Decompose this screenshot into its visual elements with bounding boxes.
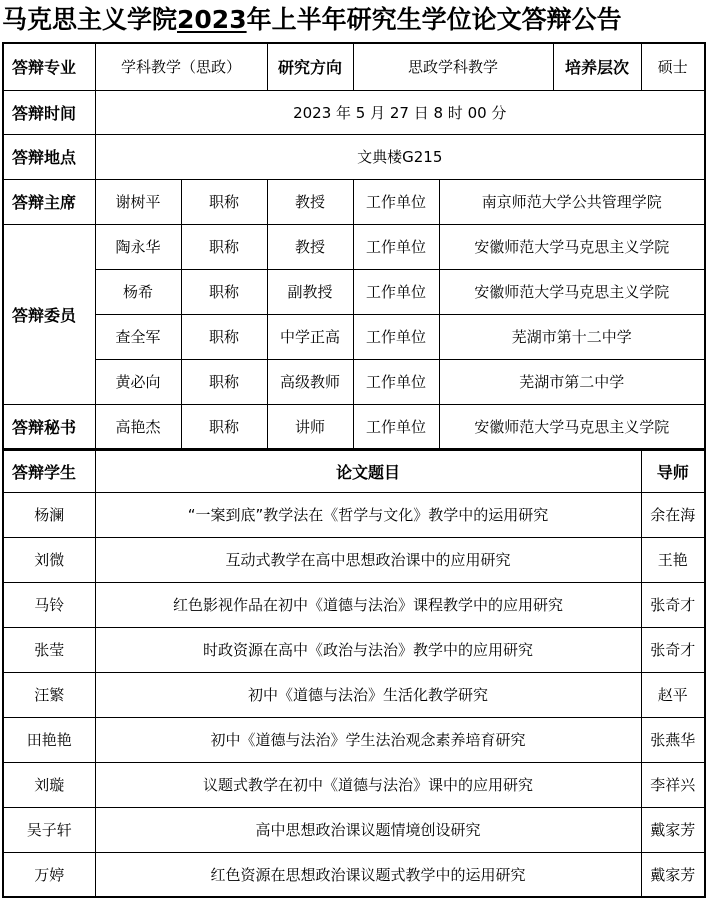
chair-unit: 南京师范大学公共管理学院 bbox=[439, 179, 705, 224]
member-unit-label: 工作单位 bbox=[353, 359, 439, 404]
secretary-row bbox=[3, 404, 705, 449]
level-label: 培养层次 bbox=[553, 43, 641, 90]
title-part2: 年上半年研究生学位论文答辩公告 bbox=[246, 5, 622, 34]
member-rank: 高级教师 bbox=[267, 359, 353, 404]
advisor-name: 赵平 bbox=[641, 672, 705, 717]
major-label: 答辩专业 bbox=[3, 43, 95, 90]
secretary-label: 答辩秘书 bbox=[3, 404, 95, 449]
member-rank: 副教授 bbox=[267, 269, 353, 314]
title-part1: 马克思主义学院 bbox=[2, 5, 178, 34]
thesis-title: “一案到底”教学法在《哲学与文化》教学中的运用研究 bbox=[95, 492, 641, 537]
member-row bbox=[3, 224, 705, 269]
student-name: 刘微 bbox=[3, 537, 95, 582]
member-row bbox=[3, 359, 705, 404]
advisor-name: 张奇才 bbox=[641, 582, 705, 627]
place-label: 答辩地点 bbox=[3, 134, 95, 179]
student-name: 张莹 bbox=[3, 627, 95, 672]
col-thesis-header: 论文题目 bbox=[95, 450, 641, 492]
student-row bbox=[3, 762, 705, 807]
student-name: 马铃 bbox=[3, 582, 95, 627]
student-name: 杨澜 bbox=[3, 492, 95, 537]
advisor-name: 王艳 bbox=[641, 537, 705, 582]
page-title bbox=[0, 0, 706, 40]
member-rank-label: 职称 bbox=[181, 224, 267, 269]
advisor-name: 戴家芳 bbox=[641, 852, 705, 897]
advisor-name: 李祥兴 bbox=[641, 762, 705, 807]
major-value: 学科教学（思政） bbox=[95, 43, 267, 90]
student-row bbox=[3, 672, 705, 717]
member-name: 杨希 bbox=[95, 269, 181, 314]
member-unit: 芜湖市第二中学 bbox=[439, 359, 705, 404]
secretary-unit-label: 工作单位 bbox=[353, 404, 439, 449]
direction-label: 研究方向 bbox=[267, 43, 353, 90]
student-name: 田艳艳 bbox=[3, 717, 95, 762]
title-year: 2023 bbox=[177, 5, 247, 34]
chair-label: 答辩主席 bbox=[3, 179, 95, 224]
secretary-name: 高艳杰 bbox=[95, 404, 181, 449]
thesis-title: 高中思想政治课议题情境创设研究 bbox=[95, 807, 641, 852]
thesis-title: 红色影视作品在初中《道德与法治》课程教学中的应用研究 bbox=[95, 582, 641, 627]
place-row bbox=[3, 134, 705, 179]
member-unit: 安徽师范大学马克思主义学院 bbox=[439, 269, 705, 314]
student-name: 汪繁 bbox=[3, 672, 95, 717]
member-row bbox=[3, 314, 705, 359]
student-name: 万婷 bbox=[3, 852, 95, 897]
member-rank: 中学正高 bbox=[267, 314, 353, 359]
place-value: 文典楼G215 bbox=[95, 134, 705, 179]
students-table bbox=[2, 449, 706, 898]
chair-unit-label: 工作单位 bbox=[353, 179, 439, 224]
advisor-name: 张奇才 bbox=[641, 627, 705, 672]
student-row bbox=[3, 807, 705, 852]
thesis-title: 议题式教学在初中《道德与法治》课中的应用研究 bbox=[95, 762, 641, 807]
thesis-title: 初中《道德与法治》生活化教学研究 bbox=[95, 672, 641, 717]
thesis-title: 红色资源在思想政治课议题式教学中的运用研究 bbox=[95, 852, 641, 897]
member-rank-label: 职称 bbox=[181, 269, 267, 314]
member-unit: 安徽师范大学马克思主义学院 bbox=[439, 224, 705, 269]
thesis-title: 时政资源在高中《政治与法治》教学中的应用研究 bbox=[95, 627, 641, 672]
col-advisor-header: 导师 bbox=[641, 450, 705, 492]
thesis-title: 初中《道德与法治》学生法治观念素养培育研究 bbox=[95, 717, 641, 762]
time-value: 2023 年 5 月 27 日 8 时 00 分 bbox=[95, 90, 705, 134]
student-row bbox=[3, 537, 705, 582]
level-value: 硕士 bbox=[641, 43, 705, 90]
student-row bbox=[3, 627, 705, 672]
member-unit: 芜湖市第十二中学 bbox=[439, 314, 705, 359]
committee-table bbox=[2, 42, 706, 450]
advisor-name: 张燕华 bbox=[641, 717, 705, 762]
student-row bbox=[3, 492, 705, 537]
chair-name: 谢树平 bbox=[95, 179, 181, 224]
member-row bbox=[3, 269, 705, 314]
secretary-rank: 讲师 bbox=[267, 404, 353, 449]
secretary-unit: 安徽师范大学马克思主义学院 bbox=[439, 404, 705, 449]
student-name: 吴子轩 bbox=[3, 807, 95, 852]
student-row bbox=[3, 852, 705, 897]
chair-row bbox=[3, 179, 705, 224]
col-student-header: 答辩学生 bbox=[3, 450, 95, 492]
direction-value: 思政学科教学 bbox=[353, 43, 553, 90]
member-unit-label: 工作单位 bbox=[353, 314, 439, 359]
member-unit-label: 工作单位 bbox=[353, 224, 439, 269]
member-name: 黄必向 bbox=[95, 359, 181, 404]
time-row bbox=[3, 90, 705, 134]
secretary-rank-label: 职称 bbox=[181, 404, 267, 449]
students-header-row bbox=[3, 450, 705, 492]
member-rank: 教授 bbox=[267, 224, 353, 269]
advisor-name: 戴家芳 bbox=[641, 807, 705, 852]
chair-rank: 教授 bbox=[267, 179, 353, 224]
thesis-title: 互动式教学在高中思想政治课中的应用研究 bbox=[95, 537, 641, 582]
member-unit-label: 工作单位 bbox=[353, 269, 439, 314]
student-row bbox=[3, 582, 705, 627]
student-name: 刘璇 bbox=[3, 762, 95, 807]
major-row bbox=[3, 43, 705, 90]
advisor-name: 余在海 bbox=[641, 492, 705, 537]
members-label: 答辩委员 bbox=[3, 224, 95, 404]
chair-rank-label: 职称 bbox=[181, 179, 267, 224]
member-name: 查全军 bbox=[95, 314, 181, 359]
member-rank-label: 职称 bbox=[181, 314, 267, 359]
time-label: 答辩时间 bbox=[3, 90, 95, 134]
member-name: 陶永华 bbox=[95, 224, 181, 269]
member-rank-label: 职称 bbox=[181, 359, 267, 404]
student-row bbox=[3, 717, 705, 762]
